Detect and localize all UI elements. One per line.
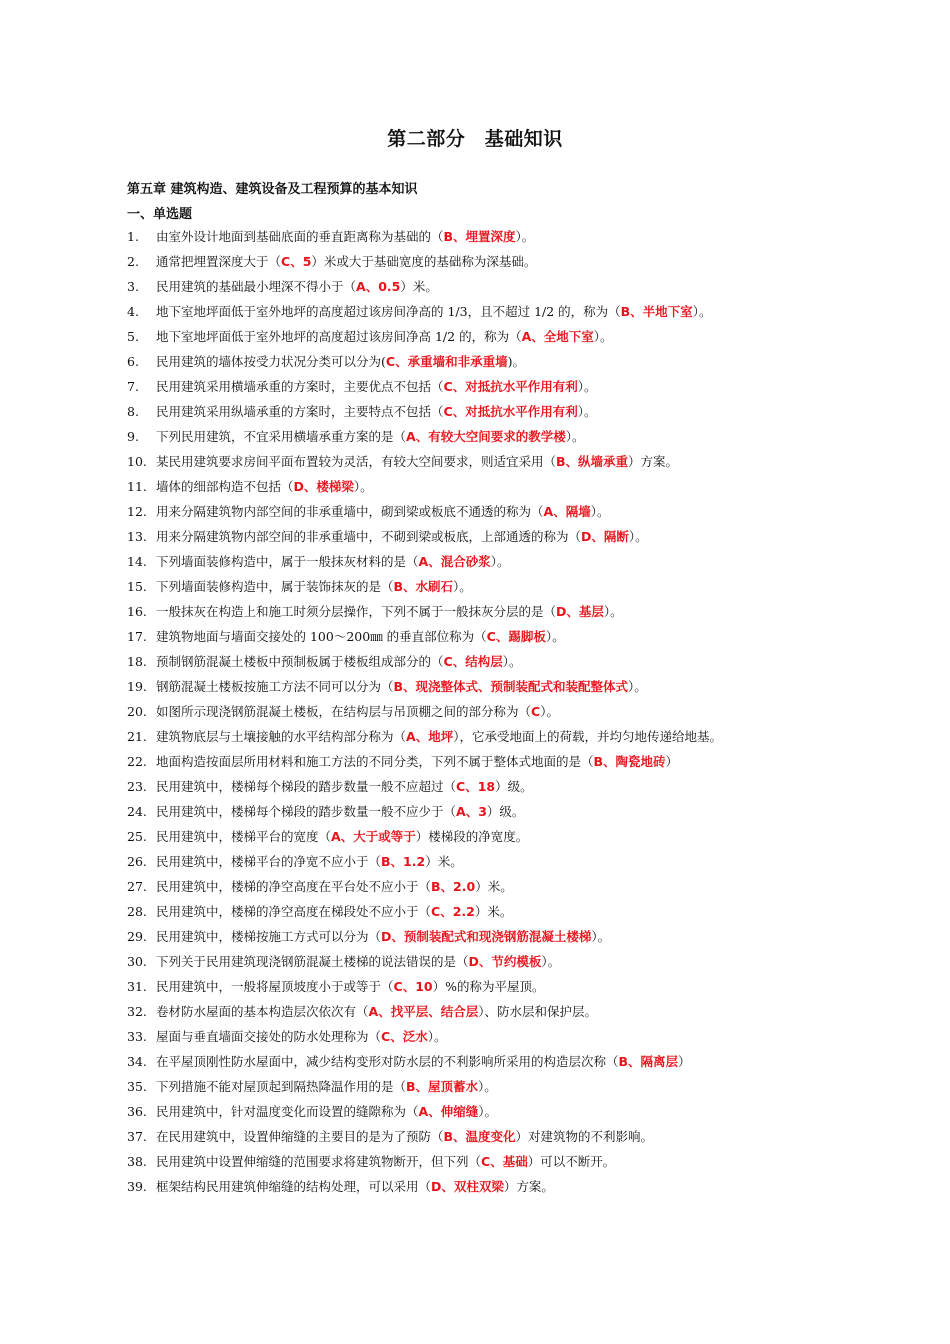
question-item [127,1026,827,1051]
question-text-end: ）米。 [474,904,513,919]
question-item [127,876,827,901]
answer-text: B、2.0 [431,879,476,894]
answer-text: C、结构层 [443,654,503,669]
question-item [127,951,827,976]
question-number: 29. [127,929,147,944]
answer-text: C、基础 [481,1154,528,1169]
question-number: 11. [127,479,147,494]
question-text: 民用建筑的基础最小埋深不得小于（ [156,279,357,294]
question-text-end: ）。 [593,329,613,344]
question-text: 钢筋混凝土楼板按施工方法不同可以分为（ [156,679,394,694]
question-text: 民用建筑采用横墙承重的方案时，主要优点不包括（ [156,379,444,394]
question-text: 卷材防水屋面的基本构造层次依次有（ [156,1004,369,1019]
question-number: 20. [127,704,147,719]
answer-text: C、18 [456,779,496,794]
question-text-end: ）、防水层和保护层。 [478,1004,597,1019]
question-text-end: ）。 [490,554,510,569]
question-item [127,1051,827,1076]
answer-text: A、地坪 [406,729,454,744]
question-number: 4. [127,304,139,319]
answer-text: C、2.2 [431,904,475,919]
question-item [127,1151,827,1176]
question-text: 民用建筑中，楼梯的净空高度在梯段处不应小于（ [156,904,432,919]
question-item [127,526,827,551]
question-text: 民用建筑中，楼梯按施工方式可以分为（ [156,929,382,944]
question-text-end: ）。 [515,229,535,244]
question-text-end: ） [678,1054,691,1069]
question-number: 31. [127,979,147,994]
question-number: 6. [127,354,139,369]
question-text: 通常把埋置深度大于（ [156,254,282,269]
question-number: 38. [127,1154,147,1169]
question-text: 由室外设计地面到基础底面的垂直距离称为基础的（ [156,229,444,244]
answer-text: A、全地下室 [521,329,594,344]
answer-text: C、承重墙和非承重墙 [385,354,508,369]
question-text-end: ）级。 [495,779,533,794]
question-text: 民用建筑中，楼梯平台的净宽不应小于（ [156,854,382,869]
question-number: 19. [127,679,147,694]
question-item [127,926,827,951]
answer-text: D、节约模板 [468,954,542,969]
answer-text: B、现浇整体式、预制装配式和装配整体式 [393,679,629,694]
question-number: 18. [127,654,147,669]
question-text-end: ）可以不断开。 [527,1154,616,1169]
question-number: 35. [127,1079,147,1094]
question-text-end: ）米。 [400,279,438,294]
question-text-end: ）。 [565,429,585,444]
question-item [127,801,827,826]
question-number: 23. [127,779,147,794]
question-item [127,826,827,851]
question-text-end: ）。 [453,579,472,594]
answer-text: A、大于或等于 [331,829,416,844]
answer-text: D、双柱双梁 [431,1179,504,1194]
question-item [127,351,827,376]
question-text-end: )。 [507,354,525,369]
question-item [127,751,827,776]
question-number: 8. [127,404,139,419]
question-text: 预制钢筋混凝土楼板中预制板属于楼板组成部分的（ [156,654,444,669]
question-number: 17. [127,629,147,644]
question-number: 14. [127,554,147,569]
answer-text: D、预制装配式和现浇钢筋混凝土楼梯 [381,929,592,944]
question-number: 27. [127,879,147,894]
answer-text: B、屋顶蓄水 [406,1079,479,1094]
question-number: 37. [127,1129,147,1144]
question-text-end: ）方案。 [628,454,679,469]
section-heading: 一、单选题 [127,207,193,222]
question-text-end: ）米。 [475,879,513,894]
question-number: 30. [127,954,147,969]
answer-text: A、0.5 [356,279,401,294]
question-item [127,626,827,651]
question-item [127,726,827,751]
question-text: 某民用建筑要求房间平面布置较为灵活，有较大空间要求，则适宜采用（ [156,454,557,469]
question-number: 28. [127,904,147,919]
question-text: 民用建筑中，楼梯每个梯段的踏步数量一般不应超过（ [156,779,457,794]
question-text: 民用建筑中，楼梯平台的宽度（ [156,829,332,844]
question-number: 10. [127,454,147,469]
question-item [127,301,827,326]
answer-text: C、10 [393,979,433,994]
answer-text: D、隔断 [581,529,629,544]
question-number: 32. [127,1004,147,1019]
question-text-end: ），它承受地面上的荷载，并均匀地传递给地基。 [453,729,722,744]
question-number: 3. [127,279,139,294]
question-number: 16. [127,604,147,619]
answer-text: B、隔离层 [618,1054,679,1069]
question-text-end: ）对建筑物的不利影响。 [515,1129,654,1144]
question-text: 如图所示现浇钢筋混凝土楼板，在结构层与吊顶棚之间的部分称为（ [156,704,532,719]
question-text: 在平屋顶刚性防水屋面中，减少结构变形对防水层的不利影响所采用的构造层次称（ [156,1054,619,1069]
answer-text: A、隔墙 [543,504,591,519]
question-text: 在民用建筑中，设置伸缩缝的主要目的是为了预防（ [156,1129,444,1144]
question-text-end: ）。 [478,1104,497,1119]
question-number: 33. [127,1029,147,1044]
question-number: 12. [127,504,147,519]
question-text: 用来分隔建筑物内部空间的非承重墙中，砌到梁或板底不通透的称为（ [156,504,544,519]
question-item [127,851,827,876]
question-number: 26. [127,854,147,869]
question-text-end: ）。 [590,504,610,519]
question-number: 39. [127,1179,147,1194]
question-text-end: ）。 [577,404,597,419]
question-item [127,601,827,626]
question-text-end: ）方案。 [503,1179,554,1194]
page-title: 第二部分 基础知识 [387,128,563,150]
question-number: 34. [127,1054,147,1069]
question-number: 21. [127,729,147,744]
answer-text: B、半地下室 [620,304,693,319]
question-text-end: ）。 [577,379,597,394]
answer-text: A、找平层、结合层 [368,1004,479,1019]
question-text: 地下室地坪面低于室外地坪的高度超过该房间净高的 1/3，且不超过 1/2 的，称为（ [156,304,621,319]
question-item [127,776,827,801]
question-number: 7. [127,379,139,394]
question-item [127,1176,827,1201]
question-text: 框架结构民用建筑伸缩缝的结构处理，可以采用（ [156,1179,432,1194]
answer-text: C、对抵抗水平作用有利 [443,379,578,394]
question-text: 民用建筑中，楼梯的净空高度在平台处不应小于（ [156,879,432,894]
question-item [127,451,827,476]
answer-text: B、纵墙承重 [556,454,629,469]
question-item [127,651,827,676]
answer-text: A、混合砂浆 [418,554,491,569]
question-number: 13. [127,529,147,544]
question-number: 22. [127,754,147,769]
question-item [127,226,827,251]
question-list [127,226,827,1201]
question-text: 一般抹灰在构造上和施工时须分层操作，下列不属于一般抹灰分层的是（ [156,604,557,619]
question-text: 下列墙面装修构造中，属于装饰抹灰的是（ [156,579,394,594]
question-text-end: ）。 [603,604,623,619]
answer-text: D、楼梯梁 [293,479,354,494]
question-text-end: ）米。 [425,854,463,869]
question-text: 民用建筑中设置伸缩缝的范围要求将建筑物断开，但下列（ [156,1154,482,1169]
question-number: 15. [127,579,147,594]
answer-text: A、有较大空间要求的教学楼 [406,429,566,444]
question-item [127,1001,827,1026]
question-text-end: ）米或大于基础宽度的基础称为深基础。 [311,254,537,269]
question-text-end: ）。 [540,704,559,719]
question-text: 下列措施不能对屋顶起到隔热降温作用的是（ [156,1079,407,1094]
question-item [127,326,827,351]
answer-text: C、对抵抗水平作用有利 [443,404,578,419]
question-text: 墙体的细部构造不包括（ [156,479,294,494]
question-item [127,1126,827,1151]
question-text-end: ）。 [591,929,611,944]
answer-text: A、伸缩缝 [418,1104,479,1119]
question-text-end: ）%的称为平屋顶。 [432,979,545,994]
chapter-heading: 第五章 建筑构造、建筑设备及工程预算的基本知识 [127,182,418,197]
question-text-end: ）。 [541,954,561,969]
question-text-end: ）。 [478,1079,497,1094]
question-item [127,501,827,526]
question-number: 25. [127,829,147,844]
answer-text: C、踢脚板 [486,629,546,644]
question-number: 2. [127,254,139,269]
question-text: 民用建筑中，一般将屋顶坡度小于或等于（ [156,979,394,994]
question-number: 1. [127,229,139,244]
question-item [127,576,827,601]
question-item [127,901,827,926]
question-text-end: ）。 [502,654,522,669]
question-text-end: ）。 [545,629,565,644]
question-item [127,551,827,576]
answer-text: C、5 [281,254,312,269]
question-item [127,476,827,501]
question-item [127,276,827,301]
question-item [127,426,827,451]
question-number: 36. [127,1104,147,1119]
question-text: 下列关于民用建筑现浇钢筋混凝土楼梯的说法错误的是（ [156,954,469,969]
answer-text: B、陶瓷地砖 [593,754,666,769]
answer-text: B、温度变化 [443,1129,516,1144]
question-number: 24. [127,804,147,819]
question-text: 地下室地坪面低于室外地坪的高度超过该房间净高 1/2 的，称为（ [156,329,522,344]
question-text: 民用建筑采用纵墙承重的方案时，主要特点不包括（ [156,404,444,419]
question-item [127,251,827,276]
question-text: 地面构造按面层所用材料和施工方法的不同分类，下列不属于整体式地面的是（ [156,754,594,769]
answer-text: B、水刷石 [393,579,454,594]
question-text-end: ）。 [353,479,373,494]
answer-text: A、3 [456,804,487,819]
question-text-end: ）。 [692,304,712,319]
question-text: 建筑物底层与土壤接触的水平结构部分称为（ [156,729,407,744]
question-text: 民用建筑的墙体按受力状况分类可以分为( [156,354,386,369]
question-text: 屋面与垂直墙面交接处的防水处理称为（ [156,1029,382,1044]
answer-text: B、埋置深度 [443,229,516,244]
answer-text: B、1.2 [381,854,426,869]
question-text-end: ）。 [427,1029,447,1044]
question-text: 用来分隔建筑物内部空间的非承重墙中，不砌到梁或板底，上部通透的称为（ [156,529,582,544]
question-item [127,401,827,426]
answer-text: C、泛水 [381,1029,428,1044]
question-item [127,701,827,726]
question-text-end: ）楼梯段的净宽度。 [415,829,529,844]
question-item [127,1076,827,1101]
question-text-end: ）。 [628,679,647,694]
question-text: 民用建筑中，楼梯每个梯段的踏步数量一般不应少于（ [156,804,457,819]
answer-text: D、基层 [556,604,604,619]
question-text-end: ）级。 [486,804,525,819]
question-text: 下列民用建筑，不宜采用横墙承重方案的是（ [156,429,407,444]
question-text: 建筑物地面与墙面交接处的 100～200㎜ 的垂直部位称为（ [156,629,487,644]
question-item [127,376,827,401]
question-item [127,1101,827,1126]
question-item [127,676,827,701]
question-item [127,976,827,1001]
question-number: 9. [127,429,139,444]
question-text: 下列墙面装修构造中，属于一般抹灰材料的是（ [156,554,419,569]
question-text: 民用建筑中，针对温度变化而设置的缝隙称为（ [156,1104,419,1119]
question-text-end: ） [665,754,679,769]
question-number: 5. [127,329,139,344]
question-text-end: ）。 [628,529,648,544]
answer-text: C [531,704,541,719]
